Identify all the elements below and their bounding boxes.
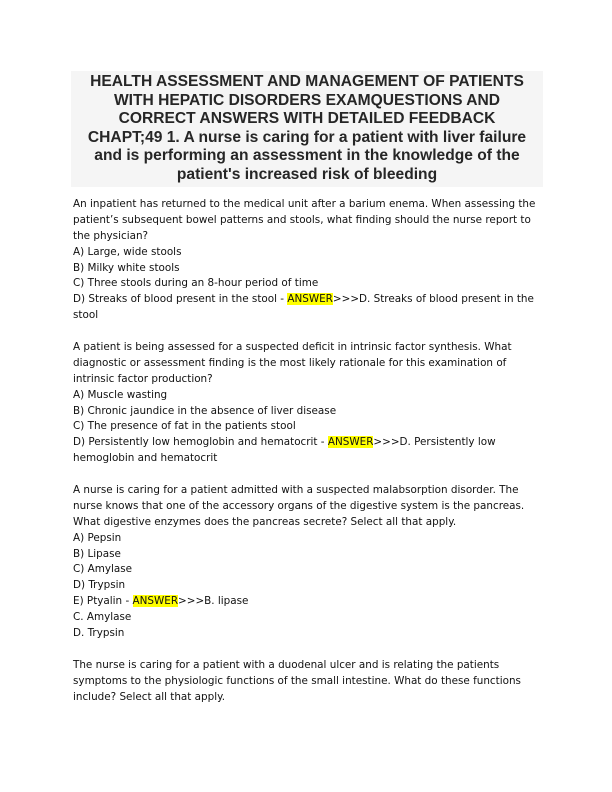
- answer-option: A) Pepsin: [73, 531, 122, 544]
- question-stem: include? Select all that apply.: [73, 690, 226, 703]
- question-stem: nurse knows that one of the accessory organs of the digestive system is the pancreas.: [73, 499, 525, 512]
- answer-option: B) Chronic jaundice in the absence of liver disease: [73, 404, 337, 417]
- answer-option: B) Milky white stools: [73, 261, 180, 274]
- question-stem: What digestive enzymes does the pancreas secrete? Select all that apply.: [73, 515, 457, 528]
- answer-feedback: >>>B. lipase: [178, 595, 249, 608]
- answer-feedback: stool: [73, 309, 99, 322]
- answer-option: A) Large, wide stools: [73, 245, 182, 258]
- question-block-2: [73, 340, 543, 467]
- question-stem: patient’s subsequent bowel patterns and stools, what finding should the nurse report to: [73, 213, 531, 226]
- title-line: patient's increased risk of bleeding: [176, 165, 438, 183]
- answer-feedback: C. Amylase: [73, 611, 132, 624]
- document-title: [71, 71, 543, 187]
- spacer: [73, 467, 543, 483]
- answer-highlight: ANSWER: [287, 293, 333, 306]
- answer-feedback: hemoglobin and hematocrit: [73, 452, 218, 465]
- answer-feedback: >>>D. Persistently low: [373, 436, 496, 449]
- answer-line: [73, 292, 543, 308]
- question-stem: A nurse is caring for a patient admitted with a suspected malabsorption disorder. The: [73, 484, 519, 497]
- answer-option: A) Muscle wasting: [73, 388, 168, 401]
- question-stem: The nurse is caring for a patient with a duodenal ulcer and is relating the patients: [73, 658, 500, 671]
- answer-option: B) Lipase: [73, 547, 121, 560]
- question-stem: symptoms to the physiologic functions of the small intestine. What do these functions: [73, 674, 521, 687]
- question-stem: the physician?: [73, 229, 149, 242]
- answer-option: D) Streaks of blood present in the stool -: [73, 293, 288, 306]
- question-stem: An inpatient has returned to the medical unit after a barium enema. When assessing the: [73, 198, 536, 210]
- answer-line: [73, 435, 543, 451]
- spacer: [73, 642, 543, 658]
- answer-option: E) Ptyalin -: [73, 595, 133, 608]
- question-block-4: [73, 658, 543, 706]
- question-stem: diagnostic or assessment finding is the most likely rationale for this examination of: [73, 356, 507, 369]
- title-line: WITH HEPATIC DISORDERS EXAMQUESTIONS AND: [113, 91, 501, 109]
- answer-highlight: ANSWER: [327, 436, 374, 449]
- spacer: [73, 324, 543, 340]
- answer-highlight: ANSWER: [132, 595, 179, 608]
- title-line: HEALTH ASSESSMENT AND MANAGEMENT OF PATIENTS: [90, 73, 524, 90]
- document-body: [73, 197, 543, 706]
- answer-feedback: >>>D. Streaks of blood present in the: [332, 293, 534, 306]
- answer-option: C) The presence of fat in the patients stool: [73, 420, 296, 433]
- answer-option: C) Amylase: [73, 563, 133, 576]
- title-line: and is performing an assessment in the knowledge of the: [94, 147, 520, 165]
- question-stem: A patient is being assessed for a suspected deficit in intrinsic factor synthesis. What: [73, 341, 512, 354]
- question-block-1: [73, 197, 543, 324]
- answer-option: C) Three stools during an 8-hour period of time: [73, 277, 319, 290]
- title-line: CHAPT;49 1. A nurse is caring for a patient with liver failure: [87, 128, 527, 146]
- answer-feedback: D. Trypsin: [73, 627, 125, 640]
- title-line: CORRECT ANSWERS WITH DETAILED FEEDBACK: [118, 110, 496, 128]
- answer-option: D) Persistently low hemoglobin and hematocrit -: [73, 436, 328, 449]
- question-stem: intrinsic factor production?: [73, 372, 213, 385]
- answer-line: [73, 594, 543, 610]
- answer-option: D) Trypsin: [73, 579, 126, 592]
- question-block-3: [73, 483, 543, 642]
